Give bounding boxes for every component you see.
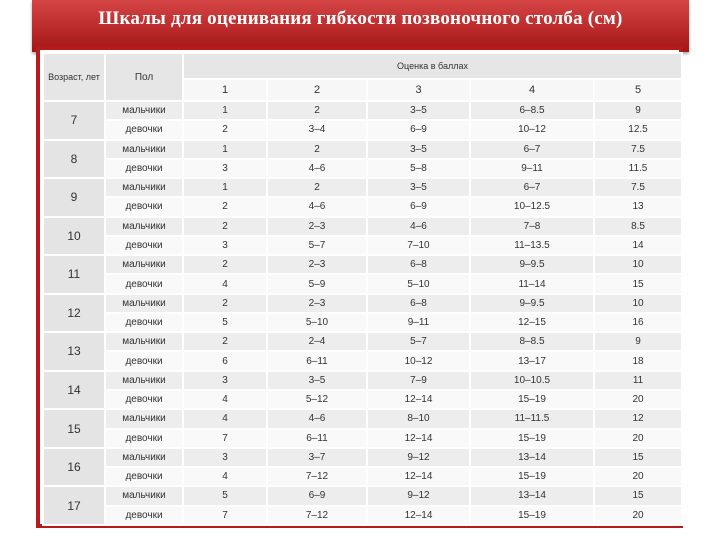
score-cell: 10–10.5 xyxy=(470,371,594,390)
score-cell: 13–14 xyxy=(470,486,594,505)
score-cell: 4 xyxy=(183,274,267,293)
table-row xyxy=(43,274,682,293)
score-cell: 5–7 xyxy=(267,236,367,255)
table-row xyxy=(43,140,682,159)
score-cell: 5–10 xyxy=(367,274,470,293)
score-cell: 6–8 xyxy=(367,255,470,274)
flexibility-table xyxy=(42,52,683,526)
age-cell: 15 xyxy=(43,409,105,448)
table-row xyxy=(43,236,682,255)
table-row xyxy=(43,313,682,332)
score-cell: 1 xyxy=(183,178,267,197)
score-cell: 3–5 xyxy=(367,140,470,159)
score-cell: 14 xyxy=(594,236,682,255)
score-cell: 15–19 xyxy=(470,506,594,525)
page-title: Шкалы для оценивания гибкости позвоночного столба (см) xyxy=(98,8,623,29)
score-cell: 20 xyxy=(594,390,682,409)
score-cell: 11.5 xyxy=(594,159,682,178)
score-cell: 16 xyxy=(594,313,682,332)
score-cell: 13–14 xyxy=(470,448,594,467)
score-cell: 7.5 xyxy=(594,178,682,197)
score-cell: 11–11.5 xyxy=(470,409,594,428)
sex-cell: мальчики xyxy=(105,217,183,236)
score-cell: 2 xyxy=(183,294,267,313)
sex-cell: девочки xyxy=(105,390,183,409)
age-cell: 13 xyxy=(43,332,105,371)
score-cell: 2 xyxy=(183,332,267,351)
score-cell: 5–12 xyxy=(267,390,367,409)
score-cell: 6–9 xyxy=(367,197,470,216)
score-cell: 2 xyxy=(183,255,267,274)
table-row xyxy=(43,197,682,216)
score-cell: 11–13.5 xyxy=(470,236,594,255)
score-cell: 10–12 xyxy=(367,351,470,370)
table-row xyxy=(43,120,682,139)
score-cell: 3–5 xyxy=(367,178,470,197)
score-cell: 7.5 xyxy=(594,140,682,159)
score-cell: 4–6 xyxy=(367,217,470,236)
score-header: 3 xyxy=(367,79,470,101)
score-cell: 10 xyxy=(594,255,682,274)
score-cell: 9–11 xyxy=(367,313,470,332)
sex-cell: мальчики xyxy=(105,101,183,120)
table-row xyxy=(43,101,682,120)
score-cell: 4–6 xyxy=(267,197,367,216)
score-cell: 15–19 xyxy=(470,390,594,409)
score-cell: 2–3 xyxy=(267,217,367,236)
sex-cell: мальчики xyxy=(105,140,183,159)
age-cell: 9 xyxy=(43,178,105,217)
score-cell: 9–9.5 xyxy=(470,294,594,313)
score-cell: 10–12.5 xyxy=(470,197,594,216)
age-cell: 8 xyxy=(43,140,105,179)
table-frame xyxy=(36,46,683,528)
score-cell: 3 xyxy=(183,371,267,390)
score-cell: 2 xyxy=(183,217,267,236)
sex-cell: мальчики xyxy=(105,409,183,428)
score-cell: 5–8 xyxy=(367,159,470,178)
score-cell: 12–14 xyxy=(367,429,470,448)
score-cell: 6–11 xyxy=(267,351,367,370)
score-cell: 5–9 xyxy=(267,274,367,293)
score-cell: 7–12 xyxy=(267,506,367,525)
age-cell: 11 xyxy=(43,255,105,294)
age-column-header: Возраст, лет xyxy=(43,53,105,101)
score-cell: 7–8 xyxy=(470,217,594,236)
score-header: 4 xyxy=(470,79,594,101)
score-cell: 3–5 xyxy=(267,371,367,390)
score-cell: 9–12 xyxy=(367,448,470,467)
score-cell: 15–19 xyxy=(470,429,594,448)
table-row xyxy=(43,448,682,467)
table-row xyxy=(43,467,682,486)
sex-cell: девочки xyxy=(105,351,183,370)
score-cell: 18 xyxy=(594,351,682,370)
sex-cell: мальчики xyxy=(105,178,183,197)
score-cell: 6–11 xyxy=(267,429,367,448)
score-cell: 2 xyxy=(267,140,367,159)
score-cell: 6 xyxy=(183,351,267,370)
score-cell: 11–14 xyxy=(470,274,594,293)
age-cell: 16 xyxy=(43,448,105,487)
score-cell: 3–4 xyxy=(267,120,367,139)
sex-cell: мальчики xyxy=(105,486,183,505)
score-cell: 12–14 xyxy=(367,506,470,525)
table-row xyxy=(43,332,682,351)
sex-cell: девочки xyxy=(105,429,183,448)
score-cell: 12–15 xyxy=(470,313,594,332)
table-row xyxy=(43,351,682,370)
score-cell: 8–10 xyxy=(367,409,470,428)
score-cell: 7 xyxy=(183,429,267,448)
score-cell: 10 xyxy=(594,294,682,313)
score-cell: 6–7 xyxy=(470,140,594,159)
score-cell: 9–12 xyxy=(367,486,470,505)
table-row xyxy=(43,255,682,274)
sex-cell: мальчики xyxy=(105,448,183,467)
score-cell: 3–7 xyxy=(267,448,367,467)
sex-cell: девочки xyxy=(105,506,183,525)
sex-cell: девочки xyxy=(105,274,183,293)
score-group-header: Оценка в баллах xyxy=(183,53,682,79)
score-cell: 2–4 xyxy=(267,332,367,351)
score-cell: 7–10 xyxy=(367,236,470,255)
score-cell: 15–19 xyxy=(470,467,594,486)
score-cell: 1 xyxy=(183,101,267,120)
table-row xyxy=(43,506,682,525)
sex-cell: девочки xyxy=(105,467,183,486)
table-row xyxy=(43,178,682,197)
score-cell: 7–12 xyxy=(267,467,367,486)
table-row xyxy=(43,429,682,448)
score-cell: 4 xyxy=(183,467,267,486)
table-body xyxy=(43,101,682,525)
score-cell: 12.5 xyxy=(594,120,682,139)
sex-cell: мальчики xyxy=(105,332,183,351)
score-cell: 6–8 xyxy=(367,294,470,313)
score-cell: 15 xyxy=(594,274,682,293)
score-cell: 20 xyxy=(594,467,682,486)
age-cell: 14 xyxy=(43,371,105,410)
score-cell: 15 xyxy=(594,448,682,467)
score-header: 2 xyxy=(267,79,367,101)
sex-cell: мальчики xyxy=(105,371,183,390)
score-cell: 6–9 xyxy=(367,120,470,139)
table-row xyxy=(43,486,682,505)
score-cell: 7–9 xyxy=(367,371,470,390)
score-cell: 2–3 xyxy=(267,294,367,313)
age-cell: 10 xyxy=(43,217,105,256)
age-cell: 7 xyxy=(43,101,105,140)
age-cell: 12 xyxy=(43,294,105,333)
score-cell: 20 xyxy=(594,506,682,525)
score-cell: 11 xyxy=(594,371,682,390)
score-cell: 3 xyxy=(183,159,267,178)
score-cell: 20 xyxy=(594,429,682,448)
score-cell: 6–7 xyxy=(470,178,594,197)
score-cell: 4 xyxy=(183,390,267,409)
score-cell: 3 xyxy=(183,448,267,467)
score-cell: 7 xyxy=(183,506,267,525)
score-cell: 6–8.5 xyxy=(470,101,594,120)
sex-cell: девочки xyxy=(105,120,183,139)
sex-cell: мальчики xyxy=(105,255,183,274)
score-cell: 5 xyxy=(183,313,267,332)
score-cell: 5–7 xyxy=(367,332,470,351)
title-bar xyxy=(32,0,689,52)
score-cell: 8.5 xyxy=(594,217,682,236)
score-cell: 2 xyxy=(183,120,267,139)
sex-cell: девочки xyxy=(105,159,183,178)
score-cell: 5–10 xyxy=(267,313,367,332)
score-header: 1 xyxy=(183,79,267,101)
score-cell: 2 xyxy=(183,197,267,216)
score-header: 5 xyxy=(594,79,682,101)
score-cell: 2–3 xyxy=(267,255,367,274)
table-row xyxy=(43,371,682,390)
score-cell: 2 xyxy=(267,178,367,197)
score-cell: 2 xyxy=(267,101,367,120)
score-cell: 4–6 xyxy=(267,409,367,428)
score-cell: 12–14 xyxy=(367,467,470,486)
age-cell: 17 xyxy=(43,486,105,525)
sex-cell: девочки xyxy=(105,313,183,332)
sex-cell: девочки xyxy=(105,236,183,255)
score-cell: 9–11 xyxy=(470,159,594,178)
score-cell: 12–14 xyxy=(367,390,470,409)
score-cell: 4 xyxy=(183,409,267,428)
table-row xyxy=(43,294,682,313)
score-cell: 6–9 xyxy=(267,486,367,505)
score-cell: 12 xyxy=(594,409,682,428)
score-cell: 9 xyxy=(594,332,682,351)
score-cell: 3–5 xyxy=(367,101,470,120)
sex-cell: мальчики xyxy=(105,294,183,313)
score-cell: 3 xyxy=(183,236,267,255)
table-row xyxy=(43,390,682,409)
sex-cell: девочки xyxy=(105,197,183,216)
score-cell: 1 xyxy=(183,140,267,159)
score-cell: 13–17 xyxy=(470,351,594,370)
score-cell: 13 xyxy=(594,197,682,216)
table-row xyxy=(43,217,682,236)
score-cell: 9–9.5 xyxy=(470,255,594,274)
table-row xyxy=(43,159,682,178)
score-cell: 4–6 xyxy=(267,159,367,178)
score-cell: 10–12 xyxy=(470,120,594,139)
table-row xyxy=(43,409,682,428)
sex-column-header: Пол xyxy=(105,53,183,101)
score-cell: 9 xyxy=(594,101,682,120)
score-cell: 15 xyxy=(594,486,682,505)
score-cell: 8–8.5 xyxy=(470,332,594,351)
score-cell: 5 xyxy=(183,486,267,505)
